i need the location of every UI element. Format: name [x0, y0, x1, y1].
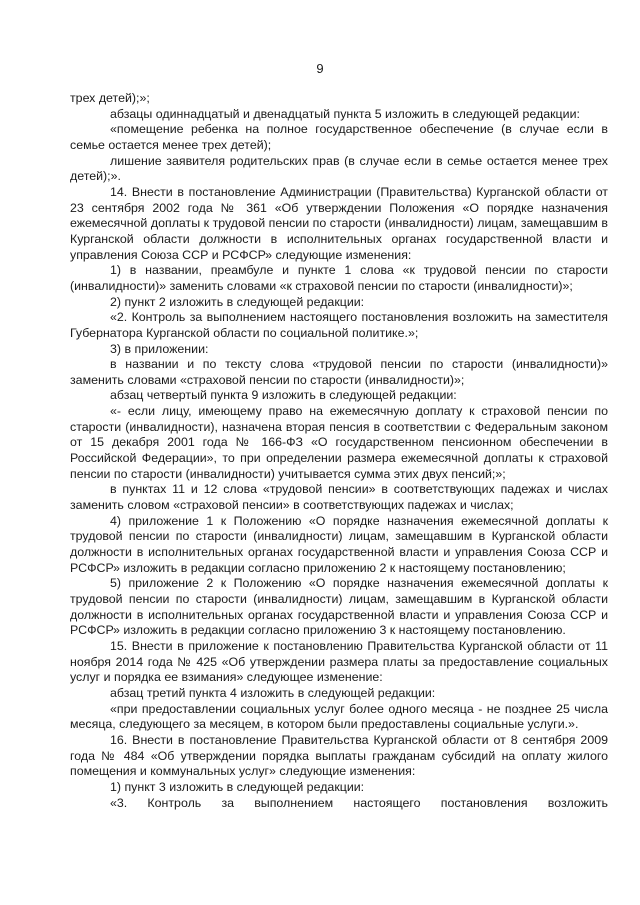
document-body: [70, 91, 608, 811]
paragraph: трех детей);»;: [70, 91, 150, 105]
paragraph: 1) в названии, преамбуле и пункте 1 слова «к трудовой пенсии по старости (инвалидности)» заменить словами «к страховой пенсии по старости (инвалидности)»;: [70, 263, 608, 293]
paragraph: 2) пункт 2 изложить в следующей редакции:: [110, 294, 365, 309]
paragraph: «2. Контроль за выполнением настоящего постановления возложить на заместителя Губернатора Курганской области по социальной политике.»;: [70, 310, 608, 340]
paragraph: абзацы одиннадцатый и двенадцатый пункта 5 изложить в следующей редакции:: [110, 106, 580, 121]
paragraph: абзац четвертый пункта 9 изложить в следующей редакции:: [110, 388, 457, 403]
paragraph: 3) в приложении:: [110, 341, 209, 356]
paragraph: в пунктах 11 и 12 слова «трудовой пенсии» в соответствующих падежах и числах заменить словом «страховой пенсии» в соответствующих падежах и числах;: [70, 482, 608, 513]
paragraph: 15. Внести в приложение к постановлению Правительства Курганской области от 11 ноября 2014 года № 425 «Об утверждении размера платы за предоставление социальных услуг и порядка ее взимания» следующее изменение:: [70, 638, 608, 685]
paragraph: «- если лицу, имеющему право на ежемесячную доплату к страховой пенсии по старости (инвалидности), назначена вторая пенсия в соответствии с Федеральным законом от 15 декабря 2001 года № 166-ФЗ «О государственном пенсионном обеспечении в Российской Федерации», то при определении размера ежемесячной доплаты к страховой пенсии по старости (инвалидности) учитывается сумма этих двух пенсий;»;: [70, 404, 608, 481]
paragraph: 16. Внести в постановление Правительства Курганской области от 8 сентября 2009 года № 484 «Об утверждении порядка выплаты гражданам субсидий на оплату жилого помещения и коммунальных услуг» следующие изменения:: [70, 732, 608, 779]
paragraph: в названии и по тексту слова «трудовой пенсии по старости (инвалидности)» заменить словами «страховой пенсии по старости (инвалидности)»;: [70, 357, 608, 387]
paragraph: 14. Внести в постановление Администрации (Правительства) Курганской области от 23 сентября 2002 года № 361 «Об утверждении Положения «О порядке назначения ежемесячной доплаты к трудовой пенсии по старости (инвалидности) лицам, замещавшим в Курганской области должности в исполнительных органах государственной власти и управления Союза ССР и РСФСР» следующие изменения:: [70, 184, 608, 262]
paragraph: абзац третий пункта 4 изложить в следующей редакции:: [110, 685, 436, 700]
paragraph: 5) приложение 2 к Положению «О порядке назначения ежемесячной доплаты к трудовой пенсии по старости (инвалидности) лицам, замещавшим в Курганской области должности в исполнительных органах государственной власти и управления Союза ССР и РСФСР» изложить в редакции согласно приложению 3 к настоящему постановлению.: [70, 576, 608, 638]
paragraph: «3. Контроль за выполнением настоящего постановления возложить: [110, 795, 608, 810]
paragraph: лишение заявителя родительских прав (в случае если в семье остается менее трех детей);».: [70, 153, 608, 184]
paragraph: «помещение ребенка на полное государственное обеспечение (в случае если в семье остается менее трех детей);: [70, 122, 608, 152]
page-number: 9: [316, 61, 324, 76]
paragraph: «при предоставлении социальных услуг более одного месяца - не позднее 25 числа месяца, следующего за месяцем, в котором были предоставлены социальные услуги.».: [70, 701, 608, 732]
paragraph: 1) пункт 3 изложить в следующей редакции:: [110, 779, 365, 794]
paragraph: 4) приложение 1 к Положению «О порядке назначения ежемесячной доплаты к трудовой пенсии по старости (инвалидности) лицам, замещавшим в Курганской области должности в исполнительных органах государственной власти и управления Союза ССР и РСФСР» изложить в редакции согласно приложению 2 к настоящему постановлению;: [70, 513, 608, 575]
